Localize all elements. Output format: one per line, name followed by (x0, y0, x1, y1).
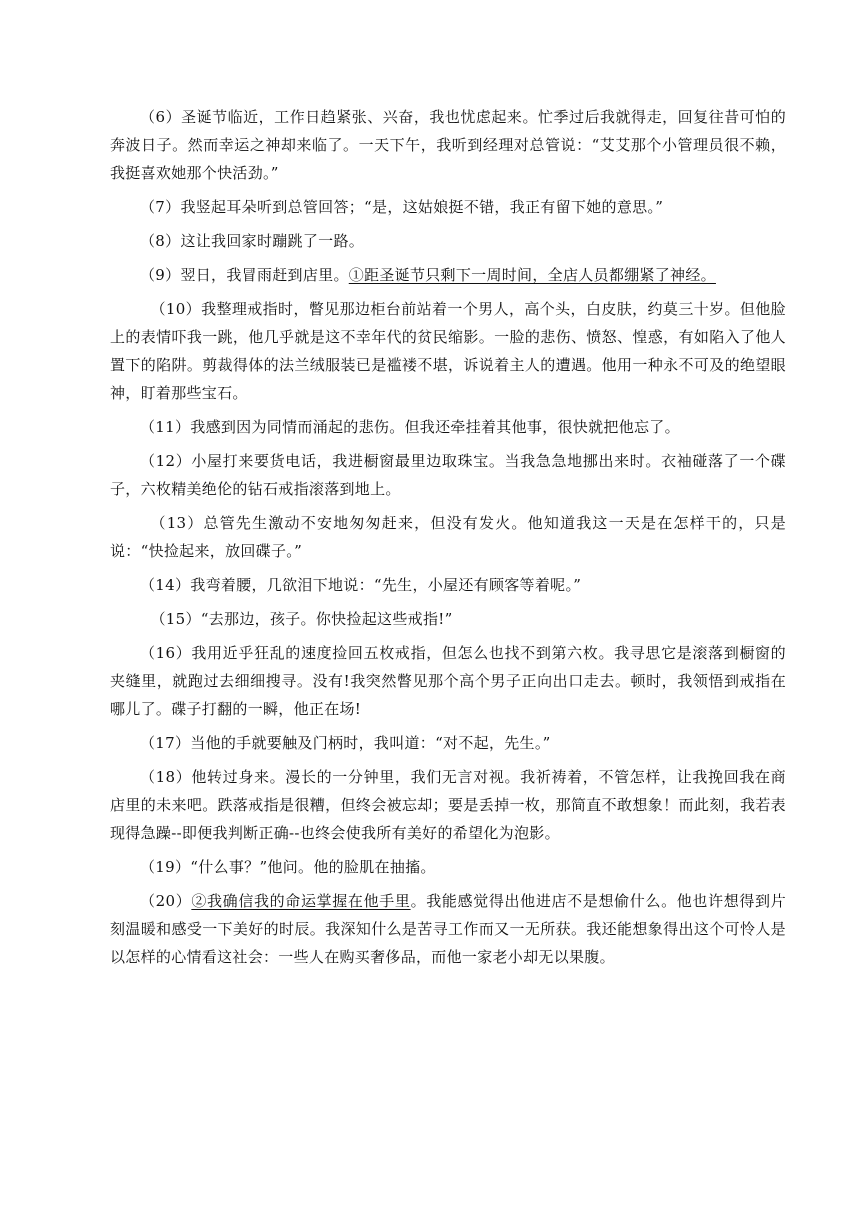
paragraph-11: （11）我感到因为同情而涌起的悲伤。但我还牵挂着其他事，很快就把他忘了。 (140, 418, 680, 436)
article-body (110, 103, 786, 977)
paragraph-6: （6）圣诞节临近，工作日趋紧张、兴奋，我也忧虑起来。忙季过后我就得走，回复往昔可怕的奔波日子。然而幸运之神却来临了。一天下午，我听到经理对总管说：“艾艾那个小管理员很不赖，我挺喜欢她那个快活劲。” (110, 108, 786, 182)
paragraph-15: （15）“去那边，孩子。你快捡起这些戒指!” (150, 610, 453, 628)
underlined-sentence-2: ②我确信我的命运掌握在他手里 (191, 892, 411, 910)
paragraph-13: （13）总管先生激动不安地匆匆赶来，但没有发火。他知道我这一天是在怎样干的，只是说：“快捡起来，放回碟子。” (110, 514, 786, 560)
paragraph-19: （19）“什么事？”他问。他的脸肌在抽搐。 (140, 858, 436, 876)
paragraph-20-tail: 。我能感觉得出他进店不是想偷什么。他也许想得到片刻温暖和感受一下美好的时辰。我深知什么是苦寻工作而又一无所获。我还能想象得出这个可怜人是以怎样的心情看这社会：一些人在购买奢侈品，而他一家老小却无以果腹。 (110, 892, 787, 966)
paragraph-8: （8）这让我回家时蹦跳了一路。 (140, 232, 365, 250)
paragraph-14: （14）我弯着腰，几欲泪下地说：“先生，小屋还有顾客等着呢。” (140, 576, 582, 594)
paragraph-9-lead: （9）翌日，我冒雨赶到店里。 (140, 266, 349, 284)
paragraph-12: （12）小屋打来要货电话，我进橱窗最里边取珠宝。当我急急地挪出来时。衣袖碰落了一个碟子，六枚精美绝伦的钻石戒指滚落到地上。 (110, 452, 786, 498)
paragraph-20 (110, 887, 786, 971)
paragraph-16: （16）我用近乎狂乱的速度捡回五枚戒指，但怎么也找不到第六枚。我寻思它是滚落到橱窗的夹缝里，就跑过去细细搜寻。没有!我突然瞥见那个高个男子正向出口走去。顿时，我领悟到戒指在哪儿了。碟子打翻的一瞬，他正在场! (110, 644, 786, 718)
paragraph-9 (110, 261, 786, 289)
underlined-sentence-1: ①距圣诞节只剩下一周时间，全店人员都绷紧了神经。 (348, 266, 716, 284)
paragraph-17: （17）当他的手就要触及门柄时，我叫道：“对不起，先生。” (140, 734, 551, 752)
paragraph-20-lead: （20） (140, 892, 192, 910)
paragraph-10: （10）我整理戒指时，瞥见那边柜台前站着一个男人，高个头，白皮肤，约莫三十岁。但他脸上的表情吓我一跳，他几乎就是这不幸年代的贫民缩影。一脸的悲伤、愤怒、惶惑，有如陷入了他人置下的陷阱。剪裁得体的法兰绒服装已是褴褛不堪，诉说着主人的遭遇。他用一种永不可及的绝望眼神，盯着那些宝石。 (110, 300, 786, 402)
paragraph-18: （18）他转过身来。漫长的一分钟里，我们无言对视。我祈祷着，不管怎样，让我挽回我在商店里的未来吧。跌落戒指是很糟，但终会被忘却；要是丢掉一枚，那简直不敢想象！而此刻，我若表现得急躁--即便我判断正确--也终会使我所有美好的希望化为泡影。 (110, 768, 786, 842)
paragraph-7: （7）我竖起耳朵听到总管回答；“是，这姑娘挺不错，我正有留下她的意思。” (140, 198, 664, 216)
